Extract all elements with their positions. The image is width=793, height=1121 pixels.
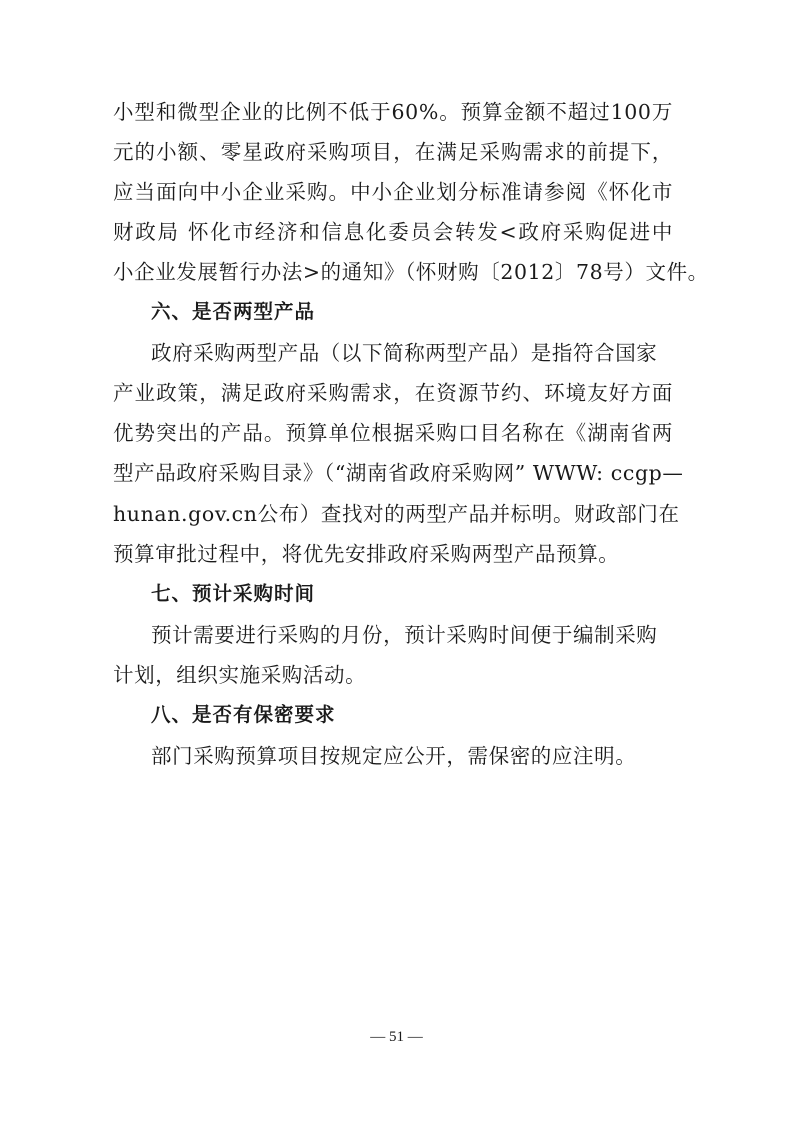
body-text-line: 政府采购两型产品（以下简称两型产品）是指符合国家 (151, 341, 658, 365)
section-heading-6: 六、是否两型产品 (151, 300, 316, 323)
body-text-line: 型产品政府采购目录》（“湖南省政府采购网” WWW: ccgp— (113, 461, 684, 485)
section-heading-8: 八、是否有保密要求 (151, 703, 336, 726)
body-text-line: 计划，组织实施采购活动。 (113, 663, 367, 687)
body-text-line: 预计需要进行采购的月份，预计采购时间便于编制采购 (151, 623, 658, 647)
body-text-line: 小型和微型企业的比例不低于60%。预算金额不超过100万 (113, 100, 673, 124)
body-text-line: 小企业发展暂行办法>的通知》（怀财购〔2012〕78号）文件。 (113, 260, 709, 284)
body-text-line: 优势突出的产品。预算单位根据采购口目名称在《湖南省两 (113, 421, 673, 445)
body-text-line: 财政局 怀化市经济和信息化委员会转发<政府采购促进中 (113, 220, 673, 244)
section-heading-7: 七、预计采购时间 (151, 582, 316, 605)
page-number: — 51 — (370, 1029, 423, 1045)
body-text-line: 预算审批过程中，将优先安排政府采购两型产品预算。 (113, 542, 620, 566)
body-text-line: 产业政策，满足政府采购需求，在资源节约、环境友好方面 (113, 381, 673, 405)
body-text-line: 应当面向中小企业采购。中小企业划分标准请参阅《怀化市 (113, 180, 673, 204)
body-text-line: hunan.gov.cn公布）查找对的两型产品并标明。财政部门在 (113, 502, 680, 526)
body-text-line: 部门采购预算项目按规定应公开，需保密的应注明。 (151, 744, 637, 768)
body-text-line: 元的小额、零星政府采购项目，在满足采购需求的前提下， (113, 140, 673, 164)
